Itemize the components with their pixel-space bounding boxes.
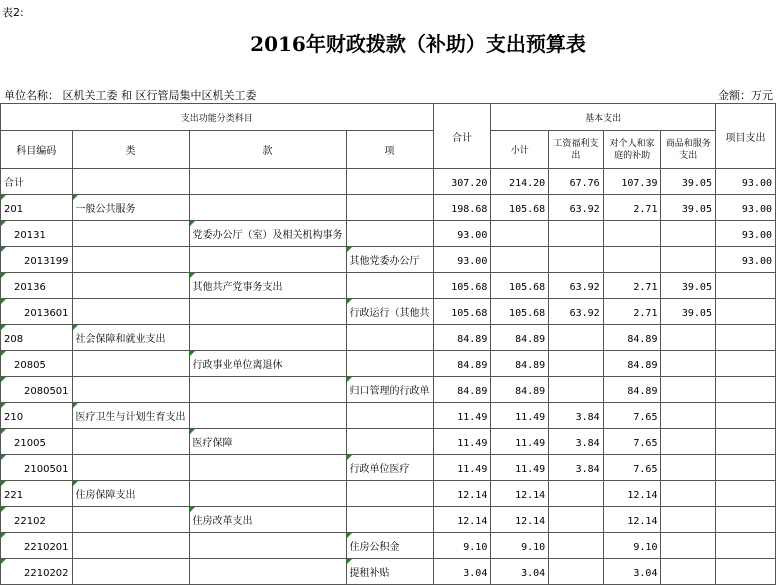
cell-subtotal[interactable]: 11.49 (491, 429, 549, 455)
cell-total[interactable]: 11.49 (433, 403, 491, 429)
cell-salary[interactable]: 63.92 (549, 299, 604, 325)
cell-lei[interactable] (72, 455, 189, 481)
cell-personal[interactable]: 2.71 (603, 195, 661, 221)
cell-total[interactable]: 9.10 (433, 533, 491, 559)
cell-project[interactable] (715, 559, 775, 585)
cell-project[interactable]: 93.00 (715, 195, 775, 221)
table-row (1, 533, 776, 559)
cell-personal[interactable]: 3.04 (603, 559, 661, 585)
cell-subtotal[interactable]: 84.89 (491, 377, 549, 403)
cell-xiang[interactable] (346, 507, 433, 533)
cell-project[interactable] (715, 429, 775, 455)
table-row (1, 507, 776, 533)
cell-kuan[interactable] (189, 299, 346, 325)
cell-kuan[interactable]: 其他共产党事务支出 (189, 273, 346, 299)
cell-personal[interactable]: 107.39 (603, 169, 661, 195)
cell-lei[interactable]: 医疗卫生与计划生育支出 (72, 403, 189, 429)
cell-xiang[interactable] (346, 325, 433, 351)
header-project: 项目支出 (715, 104, 775, 169)
cell-goods[interactable] (661, 221, 716, 247)
cell-total[interactable]: 12.14 (433, 507, 491, 533)
cell-salary[interactable] (549, 533, 604, 559)
cell-kuan[interactable] (189, 195, 346, 221)
table-row (1, 325, 776, 351)
table-body (1, 169, 776, 585)
cell-lei[interactable] (72, 533, 189, 559)
cell-personal[interactable]: 9.10 (603, 533, 661, 559)
cell-lei[interactable]: 社会保障和就业支出 (72, 325, 189, 351)
cell-xiang[interactable]: 其他党委办公厅 (346, 247, 433, 273)
cell-code[interactable]: 20136 (1, 273, 73, 299)
cell-code[interactable]: 210 (1, 403, 73, 429)
cell-xiang[interactable] (346, 481, 433, 507)
cell-kuan[interactable] (189, 169, 346, 195)
cell-kuan[interactable]: 住房改革支出 (189, 507, 346, 533)
cell-xiang[interactable]: 归口管理的行政单 (346, 377, 433, 403)
cell-subtotal[interactable]: 9.10 (491, 533, 549, 559)
cell-total[interactable]: 11.49 (433, 429, 491, 455)
cell-code[interactable]: 21005 (1, 429, 73, 455)
cell-goods[interactable] (661, 481, 716, 507)
cell-code[interactable]: 208 (1, 325, 73, 351)
cell-kuan[interactable] (189, 481, 346, 507)
cell-xiang[interactable] (346, 351, 433, 377)
cell-code[interactable]: 201 (1, 195, 73, 221)
cell-goods[interactable] (661, 455, 716, 481)
cell-total[interactable]: 11.49 (433, 455, 491, 481)
cell-subtotal[interactable]: 3.04 (491, 559, 549, 585)
cell-lei[interactable] (72, 247, 189, 273)
cell-xiang[interactable] (346, 221, 433, 247)
cell-total[interactable]: 3.04 (433, 559, 491, 585)
cell-code[interactable]: 合计 (1, 169, 73, 195)
header-func-class: 支出功能分类科目 (1, 104, 434, 131)
cell-personal[interactable] (603, 247, 661, 273)
cell-xiang[interactable] (346, 403, 433, 429)
cell-project[interactable] (715, 533, 775, 559)
cell-xiang[interactable] (346, 429, 433, 455)
cell-goods[interactable] (661, 247, 716, 273)
cell-lei[interactable] (72, 299, 189, 325)
cell-subtotal[interactable]: 12.14 (491, 481, 549, 507)
cell-goods[interactable] (661, 377, 716, 403)
cell-lei[interactable] (72, 169, 189, 195)
cell-total[interactable]: 12.14 (433, 481, 491, 507)
cell-subtotal[interactable]: 105.68 (491, 195, 549, 221)
cell-lei[interactable] (72, 273, 189, 299)
cell-kuan[interactable] (189, 325, 346, 351)
cell-personal[interactable]: 12.14 (603, 481, 661, 507)
cell-salary[interactable] (549, 481, 604, 507)
cell-salary[interactable]: 63.92 (549, 273, 604, 299)
cell-xiang[interactable]: 行政运行（其他共 (346, 299, 433, 325)
cell-personal[interactable]: 12.14 (603, 507, 661, 533)
cell-project[interactable] (715, 325, 775, 351)
cell-code[interactable]: 22102 (1, 507, 73, 533)
sheet-label: 表2: (2, 6, 24, 19)
cell-project[interactable] (715, 351, 775, 377)
cell-goods[interactable] (661, 507, 716, 533)
cell-personal[interactable]: 7.65 (603, 455, 661, 481)
cell-project[interactable] (715, 455, 775, 481)
cell-kuan[interactable]: 行政事业单位离退休 (189, 351, 346, 377)
header-salary: 工资福利支出 (549, 131, 604, 169)
cell-xiang[interactable]: 提租补贴 (346, 559, 433, 585)
table-row (1, 247, 776, 273)
cell-goods[interactable] (661, 403, 716, 429)
table-row (1, 481, 776, 507)
cell-project[interactable] (715, 377, 775, 403)
cell-subtotal[interactable] (491, 221, 549, 247)
table-row (1, 403, 776, 429)
cell-subtotal[interactable]: 11.49 (491, 455, 549, 481)
cell-subtotal[interactable]: 84.89 (491, 325, 549, 351)
cell-salary[interactable] (549, 351, 604, 377)
header-xiang: 项 (346, 131, 433, 169)
cell-lei[interactable] (72, 351, 189, 377)
cell-lei[interactable]: 一般公共服务 (72, 195, 189, 221)
cell-goods[interactable] (661, 559, 716, 585)
cell-subtotal[interactable]: 12.14 (491, 507, 549, 533)
cell-project[interactable] (715, 481, 775, 507)
cell-subtotal[interactable]: 105.68 (491, 299, 549, 325)
cell-code[interactable]: 2013601 (1, 299, 73, 325)
cell-goods[interactable] (661, 351, 716, 377)
cell-kuan[interactable]: 医疗保障 (189, 429, 346, 455)
cell-goods[interactable] (661, 429, 716, 455)
cell-total[interactable]: 105.68 (433, 273, 491, 299)
table-row (1, 377, 776, 403)
table-row (1, 221, 776, 247)
table-row (1, 273, 776, 299)
cell-code[interactable]: 2013199 (1, 247, 73, 273)
cell-lei[interactable] (72, 429, 189, 455)
cell-project[interactable] (715, 299, 775, 325)
cell-goods[interactable]: 39.05 (661, 169, 716, 195)
cell-personal[interactable] (603, 221, 661, 247)
cell-project[interactable]: 93.00 (715, 247, 775, 273)
cell-salary[interactable] (549, 325, 604, 351)
cell-salary[interactable]: 3.84 (549, 403, 604, 429)
cell-goods[interactable]: 39.05 (661, 273, 716, 299)
cell-code[interactable]: 20131 (1, 221, 73, 247)
header-total: 合计 (433, 104, 491, 169)
cell-kuan[interactable] (189, 403, 346, 429)
cell-total[interactable]: 93.00 (433, 221, 491, 247)
cell-kuan[interactable] (189, 559, 346, 585)
cell-code[interactable]: 20805 (1, 351, 73, 377)
cell-subtotal[interactable] (491, 247, 549, 273)
cell-project[interactable]: 93.00 (715, 221, 775, 247)
cell-total[interactable]: 84.89 (433, 351, 491, 377)
cell-code[interactable]: 221 (1, 481, 73, 507)
cell-salary[interactable]: 3.84 (549, 455, 604, 481)
cell-total[interactable]: 307.20 (433, 169, 491, 195)
table-row (1, 195, 776, 221)
cell-total[interactable]: 84.89 (433, 325, 491, 351)
cell-kuan[interactable] (189, 377, 346, 403)
cell-code[interactable]: 2080501 (1, 377, 73, 403)
cell-kuan[interactable] (189, 533, 346, 559)
cell-kuan[interactable] (189, 247, 346, 273)
page-title: 2016年财政拨款（补助）支出预算表 (250, 32, 586, 56)
cell-personal[interactable]: 7.65 (603, 403, 661, 429)
cell-salary[interactable] (549, 221, 604, 247)
cell-lei[interactable]: 住房保障支出 (72, 481, 189, 507)
header-goods: 商品和服务支出 (661, 131, 716, 169)
header-personal: 对个人和家庭的补助 (603, 131, 661, 169)
cell-salary[interactable]: 3.84 (549, 429, 604, 455)
cell-xiang[interactable] (346, 169, 433, 195)
cell-lei[interactable] (72, 221, 189, 247)
cell-total[interactable]: 105.68 (433, 299, 491, 325)
cell-xiang[interactable] (346, 273, 433, 299)
cell-project[interactable] (715, 273, 775, 299)
table-row (1, 455, 776, 481)
cell-kuan[interactable]: 党委办公厅（室）及相关机构事务 (189, 221, 346, 247)
cell-salary[interactable]: 67.76 (549, 169, 604, 195)
cell-code[interactable]: 2210202 (1, 559, 73, 585)
cell-goods[interactable]: 39.05 (661, 195, 716, 221)
table-row (1, 429, 776, 455)
cell-total[interactable]: 198.68 (433, 195, 491, 221)
amount-unit-label: 金额：万元 (718, 89, 773, 102)
cell-personal[interactable]: 84.89 (603, 377, 661, 403)
header-kuan: 款 (189, 131, 346, 169)
table-row (1, 559, 776, 585)
cell-code[interactable]: 2100501 (1, 455, 73, 481)
cell-subtotal[interactable]: 11.49 (491, 403, 549, 429)
cell-total[interactable]: 93.00 (433, 247, 491, 273)
cell-kuan[interactable] (189, 455, 346, 481)
header-lei: 类 (72, 131, 189, 169)
unit-name-label: 单位名称： 区机关工委 和 区行管局集中区机关工委 (4, 89, 257, 102)
table-row (1, 351, 776, 377)
cell-lei[interactable] (72, 559, 189, 585)
budget-table (0, 103, 776, 585)
header-basic: 基本支出 (491, 104, 716, 131)
cell-total[interactable]: 84.89 (433, 377, 491, 403)
cell-goods[interactable] (661, 325, 716, 351)
cell-subtotal[interactable]: 105.68 (491, 273, 549, 299)
cell-xiang[interactable] (346, 195, 433, 221)
cell-salary[interactable] (549, 377, 604, 403)
cell-goods[interactable]: 39.05 (661, 299, 716, 325)
cell-personal[interactable]: 2.71 (603, 299, 661, 325)
cell-code[interactable]: 2210201 (1, 533, 73, 559)
cell-personal[interactable]: 84.89 (603, 325, 661, 351)
cell-salary[interactable] (549, 247, 604, 273)
cell-salary[interactable] (549, 507, 604, 533)
cell-personal[interactable]: 84.89 (603, 351, 661, 377)
table-row (1, 169, 776, 195)
cell-personal[interactable]: 7.65 (603, 429, 661, 455)
cell-lei[interactable] (72, 377, 189, 403)
cell-project[interactable] (715, 403, 775, 429)
cell-salary[interactable]: 63.92 (549, 195, 604, 221)
table-row (1, 299, 776, 325)
cell-subtotal[interactable]: 214.20 (491, 169, 549, 195)
cell-goods[interactable] (661, 533, 716, 559)
cell-salary[interactable] (549, 559, 604, 585)
cell-xiang[interactable]: 住房公积金 (346, 533, 433, 559)
cell-subtotal[interactable]: 84.89 (491, 351, 549, 377)
cell-personal[interactable]: 2.71 (603, 273, 661, 299)
header-subtotal: 小计 (491, 131, 549, 169)
cell-xiang[interactable]: 行政单位医疗 (346, 455, 433, 481)
header-subject-code: 科目编码 (1, 131, 73, 169)
cell-lei[interactable] (72, 507, 189, 533)
cell-project[interactable] (715, 507, 775, 533)
cell-project[interactable]: 93.00 (715, 169, 775, 195)
